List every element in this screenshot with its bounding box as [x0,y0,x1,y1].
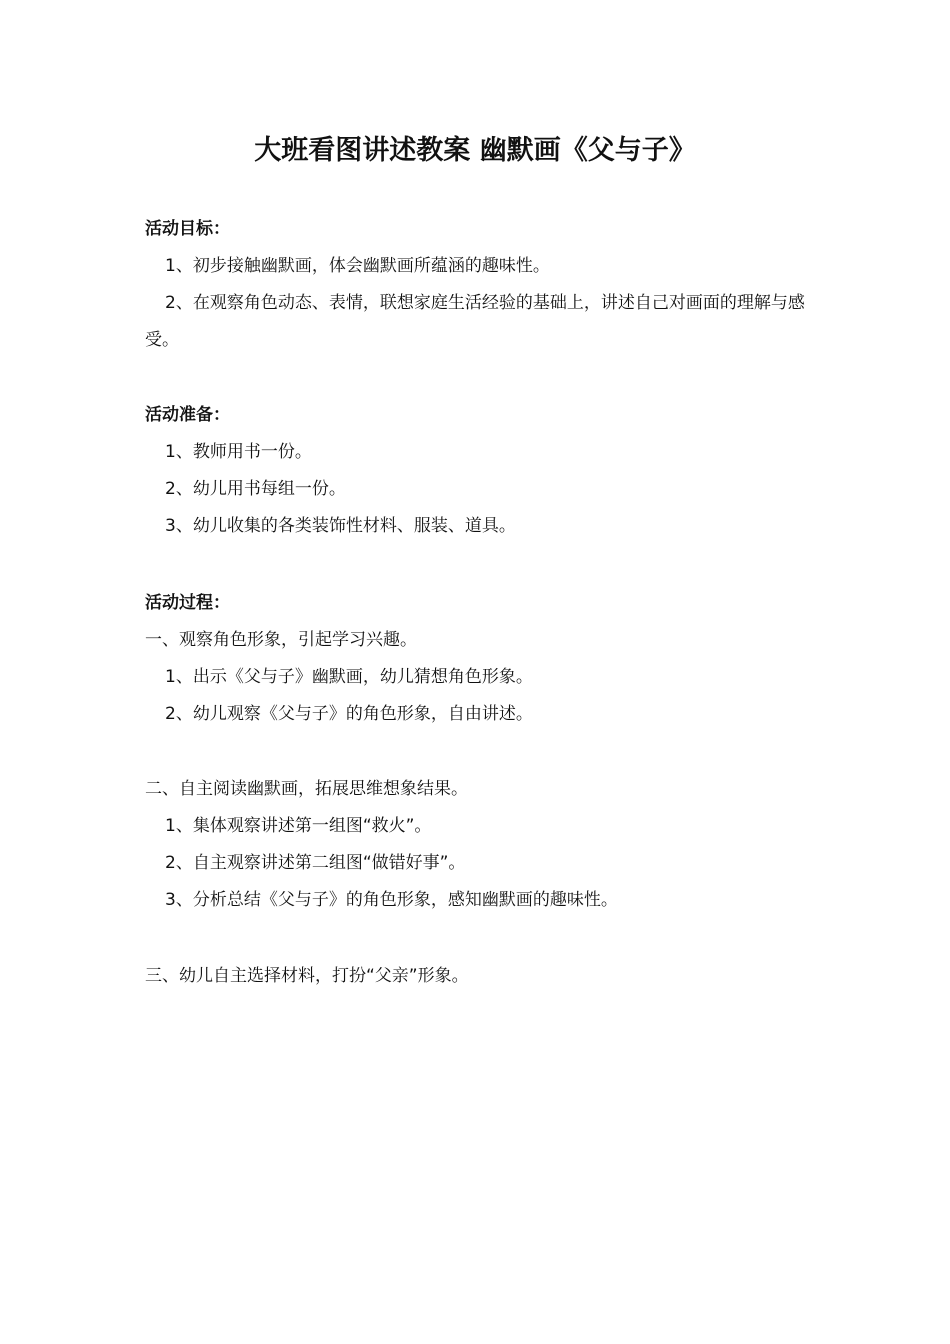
preparation-item-3: 3、幼儿收集的各类装饰性材料、服装、道具。 [165,516,516,536]
document-title: 大班看图讲述教案 幽默画《父与子》 [254,135,696,166]
process-part1-item-2: 2、幼儿观察《父与子》的角色形象，自由讲述。 [165,704,533,724]
process-part2-item-3: 3、分析总结《父与子》的角色形象，感知幽默画的趣味性。 [165,890,618,910]
process-part1-title: 一、观察角色形象，引起学习兴趣。 [145,630,417,650]
preparation-item-2: 2、幼儿用书每组一份。 [165,479,346,499]
process-part2-title: 二、自主阅读幽默画，拓展思维想象结果。 [145,779,468,799]
goal-item-2: 2、在观察角色动态、表情，联想家庭生活经验的基础上，讲述自己对画面的理解与感受。 [145,293,805,350]
goals-section [145,211,810,359]
process-part2-item-2: 2、自主观察讲述第二组图“做错好事”。 [165,853,466,873]
preparation-item-1: 1、教师用书一份。 [165,442,312,462]
goals-heading: 活动目标： [145,219,230,239]
process-part2-item-1: 1、集体观察讲述第一组图“救火”。 [165,816,432,836]
process-part3-title: 三、幼儿自主选择材料，打扮“父亲”形象。 [145,966,469,986]
process-part2 [145,771,810,919]
goal-item-1: 1、初步接触幽默画，体会幽默画所蕴涵的趣味性。 [165,256,550,276]
process-part1-item-1: 1、出示《父与子》幽默画，幼儿猜想角色形象。 [165,667,533,687]
preparation-section [145,397,810,545]
preparation-heading: 活动准备： [145,405,230,425]
process-section [145,585,810,733]
process-heading: 活动过程： [145,593,230,613]
process-part3 [145,958,810,995]
